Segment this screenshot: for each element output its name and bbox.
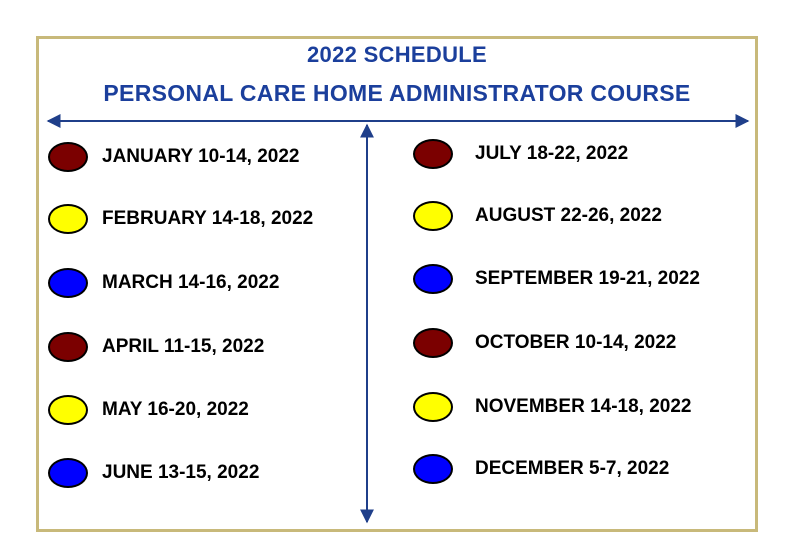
yellow-dot-icon (48, 204, 88, 234)
schedule-item (48, 266, 279, 300)
maroon-dot-icon (413, 328, 453, 358)
yellow-dot-icon (413, 201, 453, 231)
schedule-item (413, 262, 700, 296)
schedule-date: JANUARY 10-14, 2022 (102, 146, 300, 167)
page-title: 2022 SCHEDULE (307, 42, 487, 67)
yellow-dot-icon (48, 395, 88, 425)
schedule-item (413, 452, 669, 486)
schedule-date: MARCH 14-16, 2022 (102, 272, 280, 293)
schedule-item (48, 393, 249, 427)
schedule-item (48, 330, 264, 364)
schedule-date: OCTOBER 10-14, 2022 (475, 332, 677, 353)
blue-dot-icon (48, 268, 88, 298)
schedule-date: JUNE 13-15, 2022 (102, 462, 260, 483)
schedule-date: NOVEMBER 14-18, 2022 (475, 396, 692, 417)
schedule-item (48, 140, 300, 174)
blue-dot-icon (48, 458, 88, 488)
schedule-item (413, 137, 628, 171)
schedule-date: FEBRUARY 14-18, 2022 (102, 208, 314, 229)
schedule-date: JULY 18-22, 2022 (475, 143, 629, 164)
blue-dot-icon (413, 264, 453, 294)
schedule-item (48, 456, 259, 490)
blue-dot-icon (413, 454, 453, 484)
schedule-date: SEPTEMBER 19-21, 2022 (475, 268, 700, 289)
schedule-date: APRIL 11-15, 2022 (102, 336, 265, 357)
schedule-item (48, 202, 313, 236)
schedule-date: AUGUST 22-26, 2022 (475, 205, 662, 226)
schedule-item (413, 390, 692, 424)
schedule-date: MAY 16-20, 2022 (102, 399, 249, 420)
page-subtitle: PERSONAL CARE HOME ADMINISTRATOR COURSE (103, 80, 691, 106)
schedule-date: DECEMBER 5-7, 2022 (475, 458, 670, 479)
maroon-dot-icon (413, 139, 453, 169)
schedule-item (413, 326, 676, 360)
maroon-dot-icon (48, 332, 88, 362)
schedule-item (413, 199, 662, 233)
maroon-dot-icon (48, 142, 88, 172)
yellow-dot-icon (413, 392, 453, 422)
